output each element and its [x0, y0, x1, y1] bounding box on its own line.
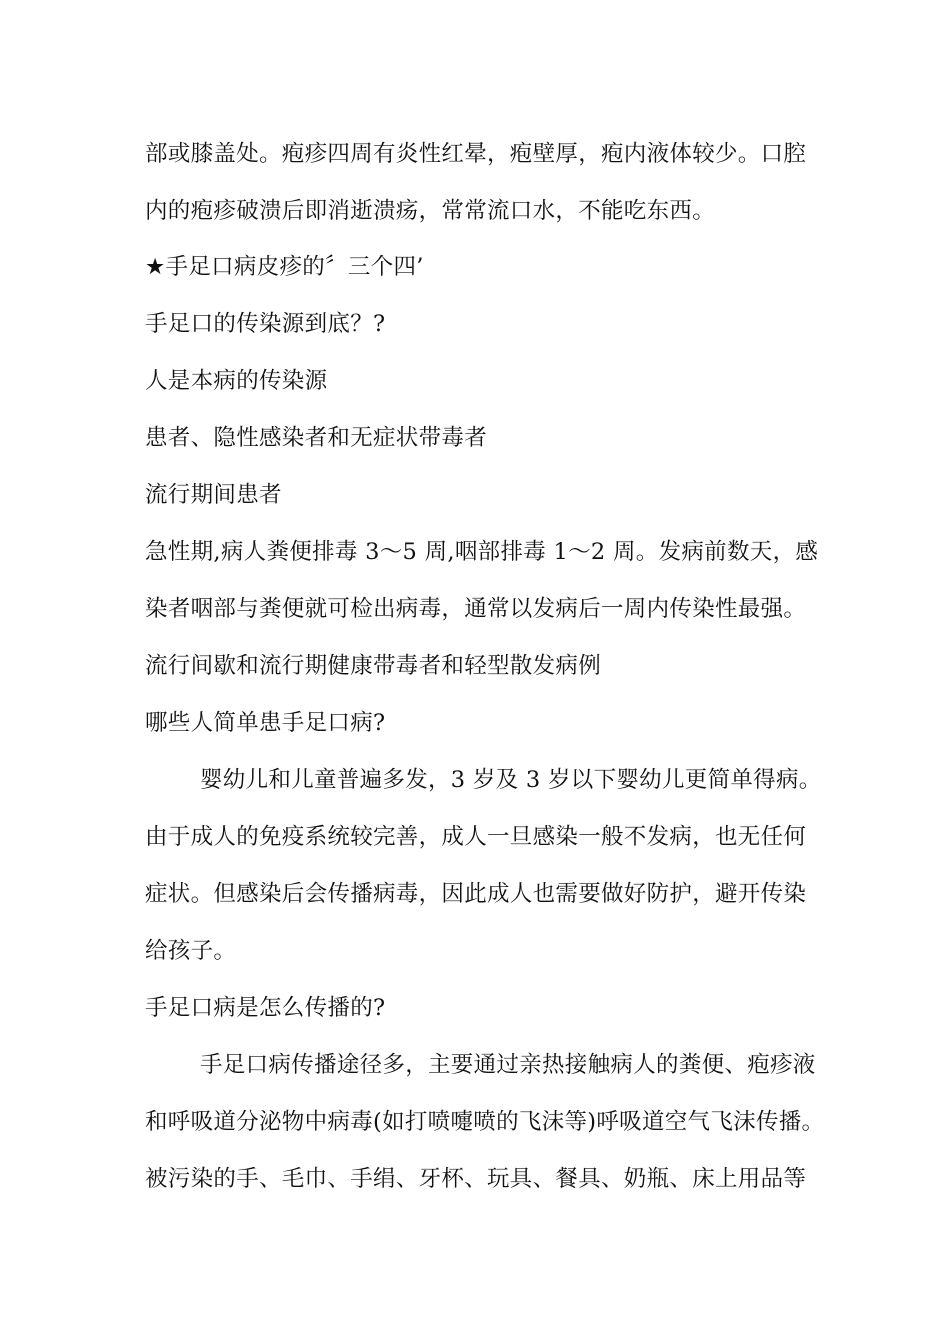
text-line: 急性期,病人粪便排毒 3～5 周,咽部排毒 1～2 周。发病前数天，感: [145, 539, 819, 565]
star-icon: ★: [145, 254, 166, 280]
text-line: 患者、隐性感染者和无症状带毒者: [145, 425, 488, 451]
text-line: 人是本病的传染源: [145, 368, 328, 394]
text-line: 由于成人的免疫系统较完善，成人一旦感染一般不发病，也无任何: [145, 824, 807, 850]
question-heading: 哪些人简单患手足口病?: [145, 710, 386, 736]
text-line: 流行间歇和流行期健康带毒者和轻型散发病例: [145, 653, 602, 679]
text-line: 内的疱疹破溃后即消逝溃疡，常常流口水，不能吃东西。: [145, 198, 716, 224]
text-line: 被污染的手、毛巾、手绢、牙杯、玩具、餐具、奶瓶、床上用品等: [145, 1166, 807, 1192]
section-heading: [145, 252, 424, 282]
paragraph-start: 手足口病传播途径多，主要通过亲热接触病人的粪便、疱疹液: [200, 1052, 816, 1078]
question-heading: 手足口病是怎么传播的?: [145, 995, 386, 1021]
heading-text: 手足口病皮疹的〞三个四’: [165, 254, 424, 280]
text-line: 症状。但感染后会传播病毒，因此成人也需要做好防护，避开传染: [145, 881, 807, 907]
question-heading: 手足口的传染源到底？?: [145, 311, 386, 337]
paragraph-start: 婴幼儿和儿童普遍多发，3 岁及 3 岁以下婴幼儿更简单得病。: [200, 767, 822, 793]
text-line: 流行期间患者: [145, 482, 282, 508]
text-line: 和呼吸道分泌物中病毒(如打喷嚏喷的飞沫等)呼吸道空气飞沫传播。: [145, 1109, 825, 1135]
text-line: 部或膝盖处。疱疹四周有炎性红晕，疱壁厚，疱内液体较少。口腔: [145, 141, 807, 167]
text-line: 给孩子。: [145, 938, 237, 964]
text-line: 染者咽部与粪便就可检出病毒，通常以发病后一周内传染性最强。: [145, 596, 807, 622]
